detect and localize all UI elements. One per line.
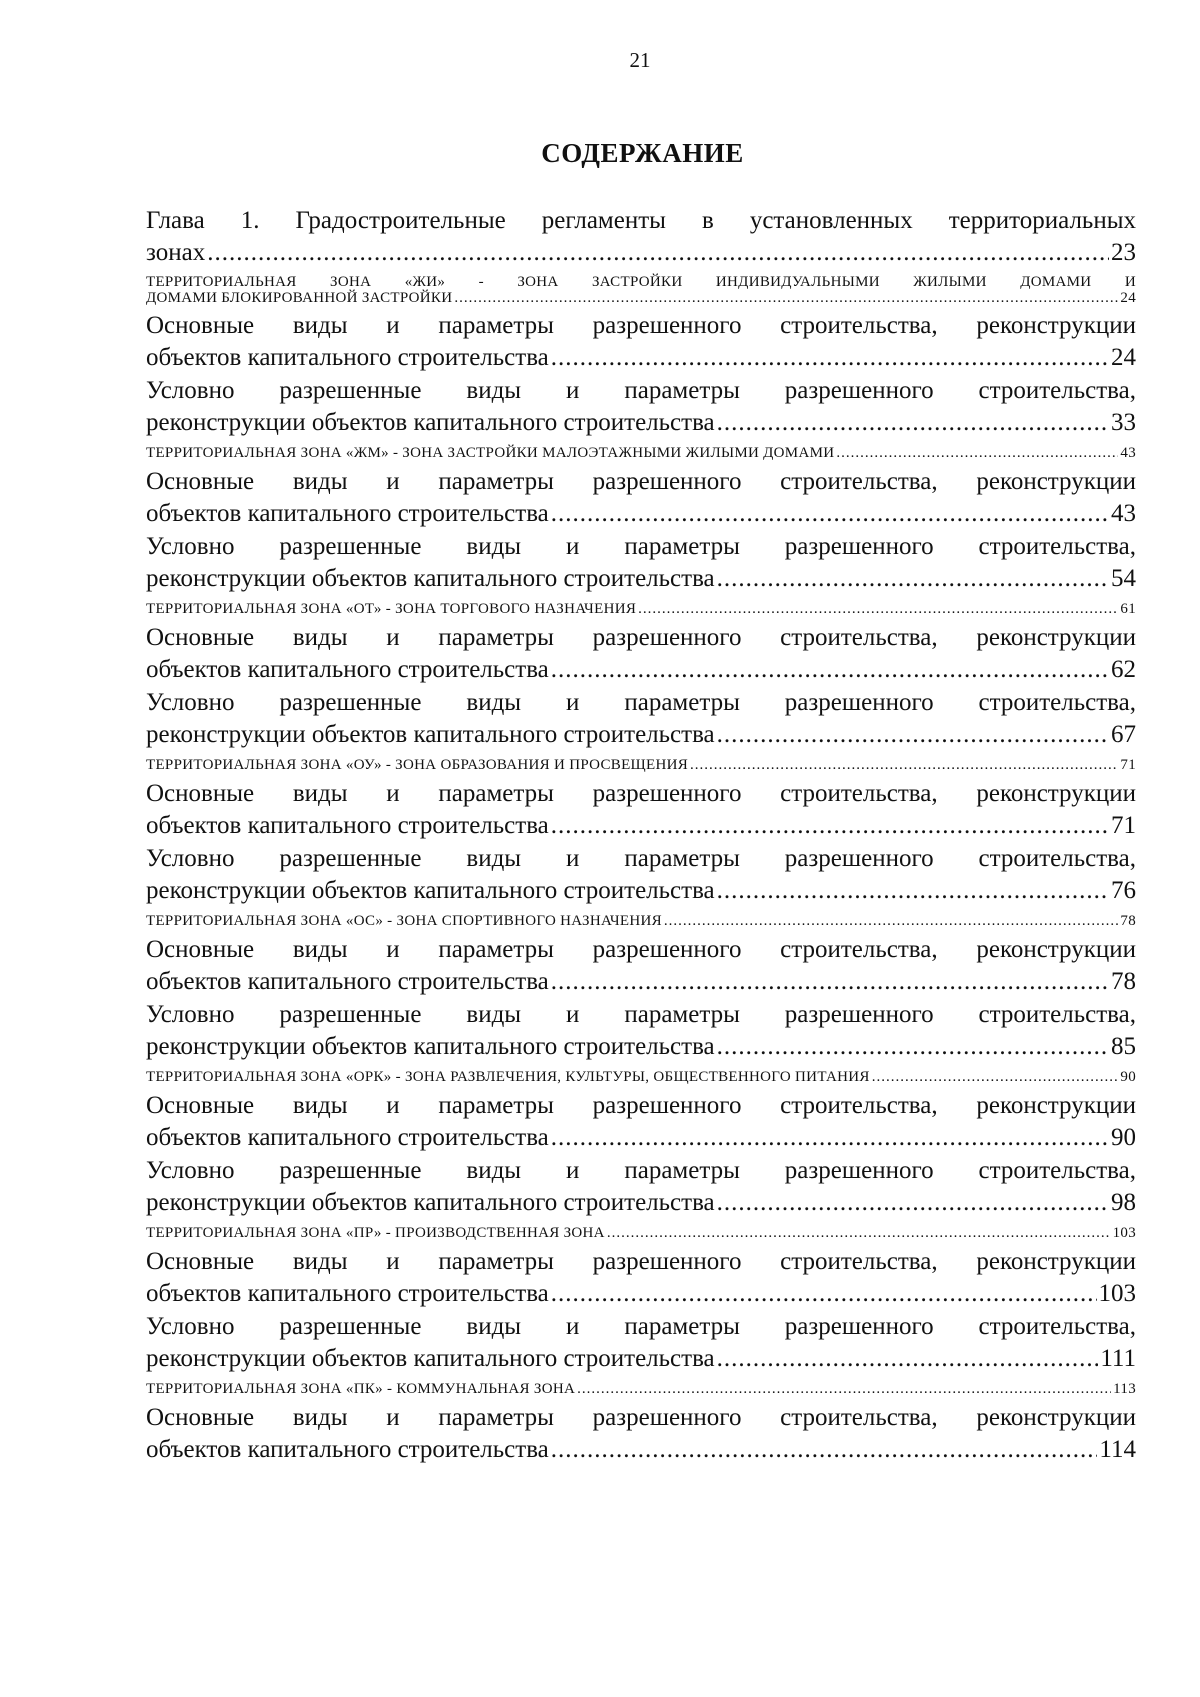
toc-entry-text: ТЕРРИТОРИАЛЬНАЯ ЗОНА «ОРК» - ЗОНА РАЗВЛЕЧЕНИЯ, КУЛЬТУРЫ, ОБЩЕСТВЕННОГО ПИТАНИЯ [146, 1069, 870, 1085]
toc-page-number: 103 [1098, 1279, 1136, 1307]
toc-page-number: 54 [1111, 564, 1136, 592]
toc-entry-line: Условно разрешенные виды и параметры разрешенного строительства, [146, 1001, 1136, 1028]
toc-page-number: 71 [1120, 757, 1136, 773]
toc-subsection-entry[interactable] [146, 310, 1136, 373]
toc-zone-entry[interactable] [146, 1069, 1136, 1085]
dot-leader [551, 1122, 1109, 1154]
toc-entry-dotline [146, 1069, 1136, 1085]
toc-entry-dotline [146, 719, 1136, 751]
toc-entry-dotline [146, 966, 1136, 998]
toc-entry-dotline [146, 1187, 1136, 1219]
toc-entry-text: реконструкции объектов капитального строительства [146, 720, 715, 748]
toc-entry-dotline [146, 1122, 1136, 1154]
toc-entry-text: ДОМАМИ БЛОКИРОВАННОЙ ЗАСТРОЙКИ [146, 290, 453, 306]
dot-leader [690, 757, 1118, 773]
toc-entry-dotline [146, 445, 1136, 461]
toc-entry-line: Условно разрешенные виды и параметры разрешенного строительства, [146, 689, 1136, 716]
toc-page-number: 98 [1111, 1188, 1136, 1216]
toc-entry-dotline [146, 810, 1136, 842]
toc-entry-line: ТЕРРИТОРИАЛЬНАЯ ЗОНА «ЖИ» - ЗОНА ЗАСТРОЙКИ ИНДИВИДУАЛЬНЫМИ ЖИЛЫМИ ДОМАМИ И [146, 274, 1136, 290]
toc-entry-line: Условно разрешенные виды и параметры разрешенного строительства, [146, 845, 1136, 872]
toc-entry-line: Основные виды и параметры разрешенного строительства, реконструкции [146, 312, 1136, 339]
dot-leader [454, 290, 1118, 306]
toc-page-number: 76 [1111, 876, 1136, 904]
toc-page-number: 78 [1120, 913, 1136, 929]
toc-page-number: 24 [1120, 290, 1136, 306]
dot-leader [207, 237, 1109, 269]
toc-page-number: 71 [1111, 811, 1136, 839]
dot-leader [717, 1031, 1109, 1063]
toc-entry-text: объектов капитального строительства [146, 811, 549, 839]
toc-entry-text: реконструкции объектов капитального строительства [146, 1032, 715, 1060]
toc-entry-text: зонах [146, 238, 206, 266]
toc-subsection-entry[interactable] [146, 1155, 1136, 1218]
toc-subsection-entry[interactable] [146, 622, 1136, 685]
toc-entry-dotline [146, 290, 1136, 306]
toc-entry-text: ТЕРРИТОРИАЛЬНАЯ ЗОНА «ОУ» - ЗОНА ОБРАЗОВАНИЯ И ПРОСВЕЩЕНИЯ [146, 757, 689, 773]
toc-page-number: 113 [1113, 1381, 1136, 1397]
dot-leader [872, 1069, 1119, 1085]
toc-entry-text: объектов капитального строительства [146, 1123, 549, 1151]
toc-entry-text: реконструкции объектов капитального строительства [146, 564, 715, 592]
toc-page-number: 78 [1111, 967, 1136, 995]
toc-entry-line: Основные виды и параметры разрешенного строительства, реконструкции [146, 468, 1136, 495]
toc-subsection-entry[interactable] [146, 466, 1136, 529]
dot-leader [551, 654, 1109, 686]
toc-entry-line: Условно разрешенные виды и параметры разрешенного строительства, [146, 377, 1136, 404]
toc-subsection-entry[interactable] [146, 1311, 1136, 1374]
toc-page-number: 33 [1111, 408, 1136, 436]
toc-subsection-entry[interactable] [146, 999, 1136, 1062]
toc-entry-dotline [146, 601, 1136, 617]
toc-entry-dotline [146, 1031, 1136, 1063]
toc-entry-text: реконструкции объектов капитального строительства [146, 1344, 715, 1372]
toc-entry-text: ТЕРРИТОРИАЛЬНАЯ ЗОНА «ПК» - КОММУНАЛЬНАЯ ЗОНА [146, 1381, 576, 1397]
toc-entry-dotline [146, 1381, 1136, 1397]
toc-subsection-entry[interactable] [146, 1402, 1136, 1465]
toc-zone-entry[interactable] [146, 445, 1136, 461]
toc-entry-line: Основные виды и параметры разрешенного строительства, реконструкции [146, 936, 1136, 963]
dot-leader [607, 1225, 1111, 1241]
toc-entry-line: Основные виды и параметры разрешенного строительства, реконструкции [146, 624, 1136, 651]
toc-subsection-entry[interactable] [146, 1090, 1136, 1153]
toc-subsection-entry[interactable] [146, 843, 1136, 906]
dot-leader [551, 966, 1109, 998]
toc-page-number: 67 [1111, 720, 1136, 748]
toc-page-number: 23 [1111, 238, 1136, 266]
toc-page-number: 114 [1099, 1435, 1136, 1463]
toc-entry-dotline [146, 407, 1136, 439]
toc-page-number: 111 [1100, 1344, 1136, 1372]
toc-zone-entry[interactable] [146, 274, 1136, 306]
dot-leader [717, 407, 1109, 439]
dot-leader [717, 875, 1109, 907]
toc-entry-dotline [146, 237, 1136, 269]
toc-page-number: 61 [1120, 601, 1136, 617]
dot-leader [551, 498, 1109, 530]
dot-leader [836, 445, 1118, 461]
toc-entry-line: Основные виды и параметры разрешенного строительства, реконструкции [146, 1092, 1136, 1119]
toc-entry-line: Условно разрешенные виды и параметры разрешенного строительства, [146, 533, 1136, 560]
toc-entry-line: Основные виды и параметры разрешенного строительства, реконструкции [146, 1248, 1136, 1275]
toc-page-number: 85 [1111, 1032, 1136, 1060]
toc-page-number: 90 [1111, 1123, 1136, 1151]
dot-leader [717, 1343, 1099, 1375]
toc-entry-text: объектов капитального строительства [146, 1279, 549, 1307]
toc-subsection-entry[interactable] [146, 531, 1136, 594]
toc-entry-dotline [146, 757, 1136, 773]
toc-subsection-entry[interactable] [146, 778, 1136, 841]
toc-entry-dotline [146, 1343, 1136, 1375]
toc-zone-entry[interactable] [146, 757, 1136, 773]
toc-subsection-entry[interactable] [146, 687, 1136, 750]
toc-zone-entry[interactable] [146, 1225, 1136, 1241]
dot-leader [717, 563, 1109, 595]
toc-entry-dotline [146, 1278, 1136, 1310]
page-number: 21 [629, 48, 651, 72]
toc-entry-dotline [146, 913, 1136, 929]
toc-zone-list [146, 274, 1136, 1465]
toc-entry-dotline [146, 563, 1136, 595]
toc-entry-line: Условно разрешенные виды и параметры разрешенного строительства, [146, 1313, 1136, 1340]
page-title: СОДЕРЖАНИЕ [541, 138, 744, 168]
toc-zone-entry[interactable] [146, 913, 1136, 929]
toc-entry-line: Основные виды и параметры разрешенного строительства, реконструкции [146, 1404, 1136, 1431]
dot-leader [551, 1434, 1098, 1466]
toc-entry-text: ТЕРРИТОРИАЛЬНАЯ ЗОНА «ПР» - ПРОИЗВОДСТВЕННАЯ ЗОНА [146, 1225, 605, 1241]
toc-page-number: 103 [1112, 1225, 1136, 1241]
toc-subsection-entry[interactable] [146, 375, 1136, 438]
toc-entry-dotline [146, 1225, 1136, 1241]
toc-entry-text: реконструкции объектов капитального строительства [146, 408, 715, 436]
toc-entry-dotline [146, 1434, 1136, 1466]
toc-entry-text: реконструкции объектов капитального строительства [146, 876, 715, 904]
dot-leader [551, 342, 1109, 374]
toc-entry-text: объектов капитального строительства [146, 967, 549, 995]
toc-entry-dotline [146, 342, 1136, 374]
dot-leader [717, 1187, 1109, 1219]
toc-subsection-entry[interactable] [146, 934, 1136, 997]
toc-page-number: 62 [1111, 655, 1136, 683]
toc-entry-text: объектов капитального строительства [146, 655, 549, 683]
dot-leader [638, 601, 1118, 617]
toc-entry-dotline [146, 875, 1136, 907]
dot-leader [551, 1278, 1097, 1310]
toc-entry-dotline [146, 654, 1136, 686]
toc-entry-text: объектов капитального строительства [146, 499, 549, 527]
dot-leader [577, 1381, 1111, 1397]
dot-leader [551, 810, 1109, 842]
toc-entry-line: Основные виды и параметры разрешенного строительства, реконструкции [146, 780, 1136, 807]
toc-page-number: 43 [1120, 445, 1136, 461]
toc-entry-text: реконструкции объектов капитального строительства [146, 1188, 715, 1216]
toc-entry-line: Условно разрешенные виды и параметры разрешенного строительства, [146, 1157, 1136, 1184]
toc-entry-text: ТЕРРИТОРИАЛЬНАЯ ЗОНА «ОТ» - ЗОНА ТОРГОВОГО НАЗНАЧЕНИЯ [146, 601, 637, 617]
toc-page-number: 24 [1111, 343, 1136, 371]
toc-entry-dotline [146, 498, 1136, 530]
toc-zone-entry[interactable] [146, 601, 1136, 617]
toc-entry-text: ТЕРРИТОРИАЛЬНАЯ ЗОНА «ОС» - ЗОНА СПОРТИВНОГО НАЗНАЧЕНИЯ [146, 913, 662, 929]
toc-chapter-entry[interactable] [146, 205, 1136, 268]
toc-entry-text: объектов капитального строительства [146, 343, 549, 371]
toc-zone-entry[interactable] [146, 1381, 1136, 1397]
dot-leader [664, 913, 1118, 929]
dot-leader [717, 719, 1109, 751]
table-of-contents [146, 205, 1136, 1467]
toc-subsection-entry[interactable] [146, 1246, 1136, 1309]
toc-page-number: 43 [1111, 499, 1136, 527]
toc-entry-text: ТЕРРИТОРИАЛЬНАЯ ЗОНА «ЖМ» - ЗОНА ЗАСТРОЙКИ МАЛОЭТАЖНЫМИ ЖИЛЫМИ ДОМАМИ [146, 445, 835, 461]
toc-entry-line: Глава 1. Градостроительные регламенты в установленных территориальных [146, 207, 1136, 234]
toc-page-number: 90 [1120, 1069, 1136, 1085]
toc-entry-text: объектов капитального строительства [146, 1435, 549, 1463]
